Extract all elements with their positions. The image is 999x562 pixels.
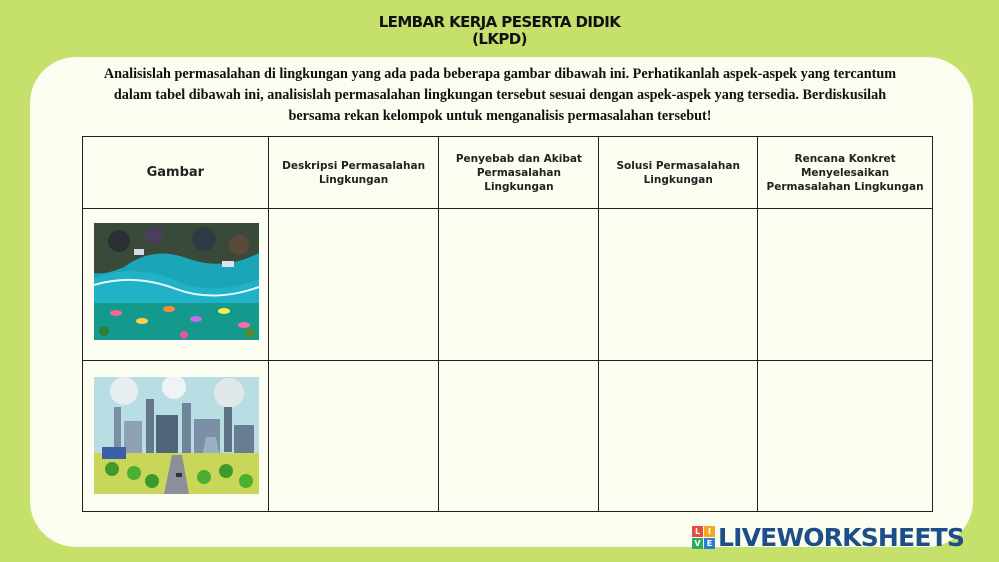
penyebab-akibat-cell[interactable] <box>439 209 599 361</box>
header-penyebab-akibat: Penyebab dan Akibat Permasalahan Lingkungan <box>439 137 599 209</box>
brand-name: LIVEWORKSHEETS <box>718 522 965 552</box>
header-solusi: Solusi Permasalahan Lingkungan <box>599 137 758 209</box>
table-header-row <box>83 137 933 209</box>
header-deskripsi: Deskripsi Permasalahan Lingkungan <box>268 137 439 209</box>
logo-letter: E <box>704 538 715 549</box>
header-rencana: Rencana Konkret Menyelesaikan Permasalahan Lingkungan <box>758 137 933 209</box>
logo-letter: L <box>692 526 703 537</box>
worksheet-subtitle: (LKPD) <box>472 30 527 48</box>
live-logo-icon <box>692 526 715 549</box>
polluted-sea-image <box>94 223 259 340</box>
deskripsi-cell[interactable] <box>268 209 439 361</box>
industrial-factory-image <box>94 377 259 494</box>
logo-letter: V <box>692 538 703 549</box>
table-row <box>83 209 933 361</box>
solusi-cell[interactable] <box>599 209 758 361</box>
solusi-cell[interactable] <box>599 360 758 512</box>
rencana-cell[interactable] <box>758 209 933 361</box>
analysis-table <box>82 136 933 512</box>
liveworksheets-logo[interactable] <box>692 524 964 550</box>
image-cell <box>83 209 269 361</box>
rencana-cell[interactable] <box>758 360 933 512</box>
logo-letter: I <box>704 526 715 537</box>
header-gambar: Gambar <box>83 137 269 209</box>
table-row <box>83 360 933 512</box>
deskripsi-cell[interactable] <box>268 360 439 512</box>
image-cell <box>83 360 269 512</box>
penyebab-akibat-cell[interactable] <box>439 360 599 512</box>
instructions-text: Analisislah permasalahan di lingkungan yang ada pada beberapa gambar dibawah ini. Perhatikanlah aspek-aspek yang tercantum dalam tabel dibawah ini, analisislah permasalahan lingkungan tersebut sesuai dengan aspek-aspek yang tersedia. Berdiskusilah bersama rekan kelompok untuk menganalisis permasalahan tersebut! <box>103 66 897 124</box>
worksheet-title: LEMBAR KERJA PESERTA DIDIK <box>378 13 621 31</box>
